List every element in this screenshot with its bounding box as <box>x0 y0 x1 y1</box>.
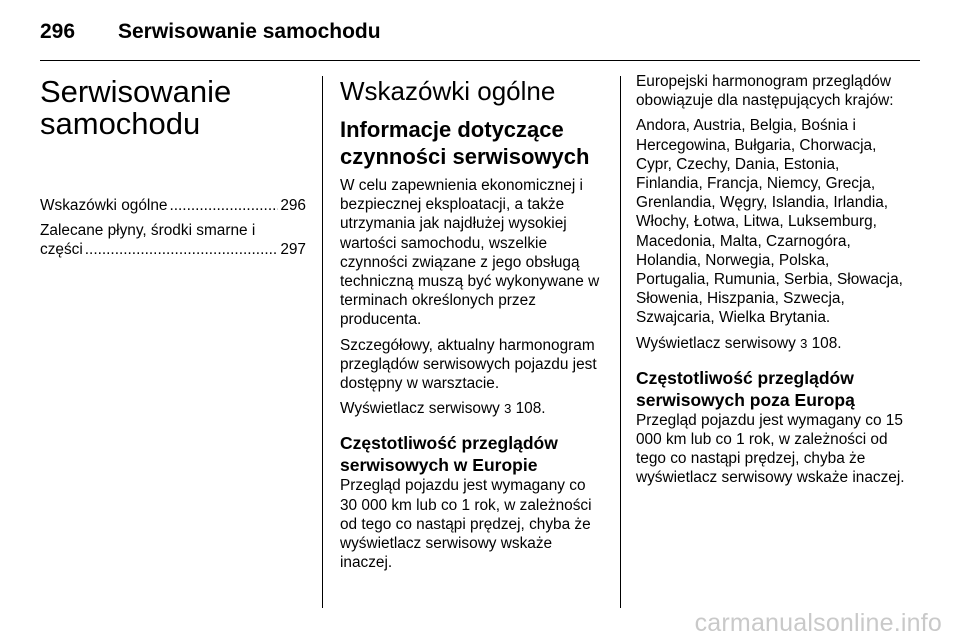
toc-entry-general[interactable] <box>40 196 306 215</box>
toc-page: 296 <box>280 197 306 214</box>
page-header <box>40 10 920 60</box>
reference-arrow-icon: 3 <box>504 401 512 417</box>
cross-reference[interactable] <box>636 334 906 353</box>
paragraph: Europejski harmonogram przeglądów obowiązuje dla następujących krajów: <box>636 73 894 110</box>
running-title: Serwisowanie samochodu <box>118 20 381 43</box>
column-3 <box>636 72 906 494</box>
section-title: Wskazówki ogólne <box>340 76 556 106</box>
reference-text: Wyświetlacz serwisowy <box>340 400 500 418</box>
subsection-title: Informacje dotyczące czynności serwisowych <box>340 117 590 169</box>
paragraph: W celu zapewnienia ekonomicznej i bezpiecznej eksploatacji, a także utrzymania jak najdłużej wysokiej wartości samochodu, wszelkie czynności związane z jego obsługą techniczną muszą być wykonywane w terminach określonych przez producenta. <box>340 177 600 329</box>
paragraph: Przegląd pojazdu jest wymagany co 15 000 km lub co 1 rok, w zależności od tego co nastąpi prędzej, chyba że wyświetlacz serwisowy wskaże inaczej. <box>636 411 905 487</box>
reference-arrow-icon: 3 <box>800 335 808 351</box>
paragraph: Przegląd pojazdu jest wymagany co 30 000 km lub co 1 rok, w zależności od tego co nastąpi prędzej, chyba że wyświetlacz serwisowy wskaże inaczej. <box>340 477 592 572</box>
column-2 <box>340 76 604 578</box>
column-divider-1 <box>322 76 323 608</box>
reference-text: Wyświetlacz serwisowy <box>636 334 796 352</box>
page-number: 296 <box>40 20 76 43</box>
heading: Częstotliwość przeglądów serwisowych poza Europą <box>636 367 855 410</box>
heading: Częstotliwość przeglądów serwisowych w Europie <box>340 433 558 476</box>
paragraph: Szczegółowy, aktualny harmonogram przeglądów serwisowych pojazdu jest dostępny w warsztacie. <box>340 336 597 393</box>
column-divider-2 <box>620 76 621 608</box>
column-1 <box>40 76 306 266</box>
toc-leader <box>85 240 279 259</box>
reference-page: 108. <box>811 334 842 352</box>
toc-label-cont: części <box>40 241 83 259</box>
country-list: Andora, Austria, Belgia, Bośnia i Hercegowina, Bułgaria, Chorwacja, Cypr, Czechy, Dania, Estonia, Finlandia, Francja, Niemcy, Grecja, Grenlandia, Węgry, Islandia, Irlandia, Włochy, Łotwa, Litwa, Luksemburg, Macedonia, Malta, Czarnogóra, Holandia, Norwegia, Polska, Portugalia, Rumunia, Serbia, Słowacja, Słowenia, Hiszpania, Szwecja, Szwajcaria, Wielka Brytania. <box>636 117 903 327</box>
toc-page: 297 <box>280 241 306 259</box>
header-divider <box>40 60 920 61</box>
cross-reference[interactable] <box>340 399 604 418</box>
toc-leader <box>169 196 278 215</box>
toc-label: Zalecane płyny, środki smarne i <box>40 222 256 240</box>
toc-label: Wskazówki ogólne <box>40 197 168 214</box>
reference-page: 108. <box>515 400 546 418</box>
toc-entry-fluids[interactable] <box>40 221 306 259</box>
watermark: carmanualsonline.info <box>694 609 942 637</box>
chapter-title: Serwisowanie samochodu <box>40 74 232 141</box>
